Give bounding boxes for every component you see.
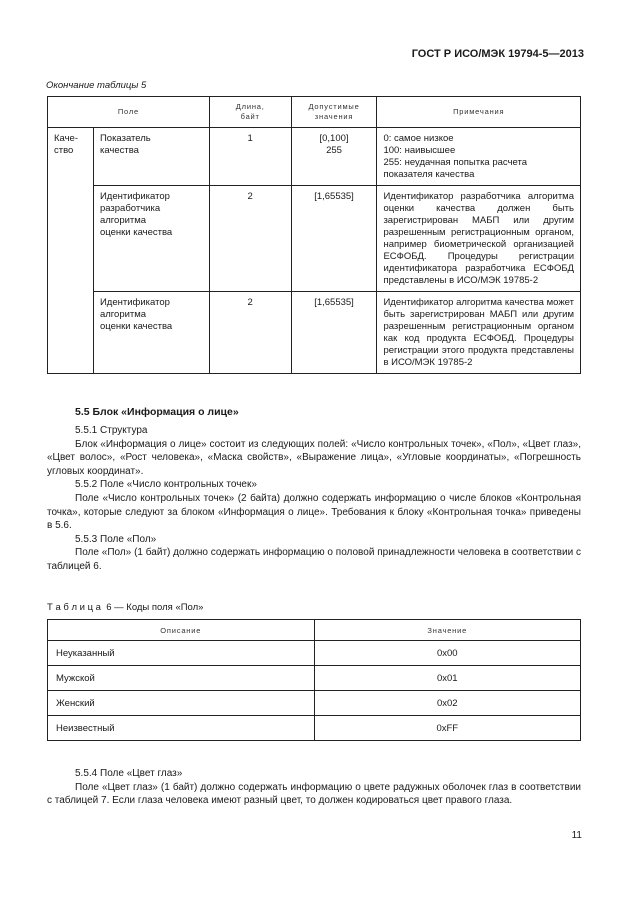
subsection-title: 5.5.2 Поле «Число контрольных точек» — [75, 479, 257, 491]
cell-values: [1,65535] — [291, 292, 377, 374]
subsection-title: 5.5.4 Поле «Цвет глаз» — [75, 768, 183, 779]
paragraph: Блок «Информация о лице» состоит из следующих полей: «Число контрольных точек», «Пол», «Цвет глаз», «Цвет волос», «Рост человека», «Маска свойств», «Выражение лица», «Угловые координаты», «Погрешность угловых координат». — [47, 438, 581, 477]
cell-length: 2 — [209, 292, 291, 374]
table6-caption: Т а б л и ц а 6 — Коды поля «Пол» — [47, 602, 204, 613]
cell-description: Мужской — [48, 666, 315, 691]
paragraph: Поле «Пол» (1 байт) должно содержать информацию о половой принадлежности человека в соответствии с таблицей 6. — [47, 547, 581, 572]
section-heading: 5.5 Блок «Информация о лице» — [75, 406, 239, 418]
document-header: ГОСТ Р ИСО/МЭК 19794-5—2013 — [411, 48, 584, 60]
table-row — [48, 128, 581, 186]
cell-values: [1,65535] — [291, 186, 377, 292]
col-header-value: Значение — [314, 620, 580, 641]
cell-field: Идентификатор алгоритма оценки качества — [93, 292, 209, 374]
col-header-field: Поле — [48, 97, 210, 128]
page-number: 11 — [571, 830, 582, 841]
table-row — [48, 186, 581, 292]
cell-notes: 0: самое низкое 100: наивысшее 255: неудачная попытка расчета показателя качества — [377, 128, 581, 186]
table-row — [48, 691, 581, 716]
cell-notes: Идентификатор алгоритма качества может быть зарегистрирован МАБП или другим разрешенным регистрационным органом как код продукта ЕСФОБД. Процедуры регистрации этого продукта представлены в ИСО/МЭК 19785-2 — [377, 292, 581, 374]
subsection-title: 5.5.3 Поле «Пол» — [75, 533, 157, 545]
cell-value: 0x00 — [314, 641, 580, 666]
section-5-5-text — [47, 424, 581, 574]
cell-values: [0,100] 255 — [291, 128, 377, 186]
table-row — [48, 666, 581, 691]
cell-notes: Идентификатор разработчика алгоритма оценки качества должен быть зарегистрирован МАБП или другим разрешенным регистрационным органом, например биометрической организацией ЕСФОБД. Процедуры регистрации идентификатора разработчика ЕСФОБД представлены в ИСО/МЭК 19785-2 — [377, 186, 581, 292]
col-header-description: Описание — [48, 620, 315, 641]
cell-value: 0x02 — [314, 691, 580, 716]
col-header-notes: Примечания — [377, 97, 581, 128]
subsection-title: 5.5.1 Структура — [75, 425, 148, 436]
cell-value: 0xFF — [314, 716, 580, 741]
col-header-values: Допустимые значения — [291, 97, 377, 128]
cell-length: 2 — [209, 186, 291, 292]
table-row — [48, 292, 581, 374]
cell-length: 1 — [209, 128, 291, 186]
cell-value: 0x01 — [314, 666, 580, 691]
paragraph: Поле «Число контрольных точек» (2 байта) должно содержать информацию о числе блоков «Контрольная точка», которые следуют за блоком «Информация о лице». Требования к блоку «Контрольная точка» приведены в 5.6. — [47, 492, 581, 532]
section-5-5-4-text — [47, 767, 581, 808]
cell-field: Идентификатор разработчика алгоритма оценки качества — [93, 186, 209, 292]
table5-caption: Окончание таблицы 5 — [46, 80, 147, 91]
cell-description: Неизвестный — [48, 716, 315, 741]
cell-description: Женский — [48, 691, 315, 716]
table-5 — [47, 96, 581, 374]
cell-field: Показатель качества — [93, 128, 209, 186]
paragraph: Поле «Цвет глаз» (1 байт) должно содержать информацию о цвете радужных оболочек глаз в соответствии с таблицей 7. Если глаза человека имеют разный цвет, то должен кодироваться цвет правого глаза. — [47, 781, 581, 807]
col-header-length: Длина, байт — [209, 97, 291, 128]
table-header-row — [48, 97, 581, 128]
table-header-row — [48, 620, 581, 641]
table-row — [48, 716, 581, 741]
table-6 — [47, 619, 581, 741]
group-label-quality: Каче- ство — [48, 128, 94, 374]
table-row — [48, 641, 581, 666]
cell-description: Неуказанный — [48, 641, 315, 666]
